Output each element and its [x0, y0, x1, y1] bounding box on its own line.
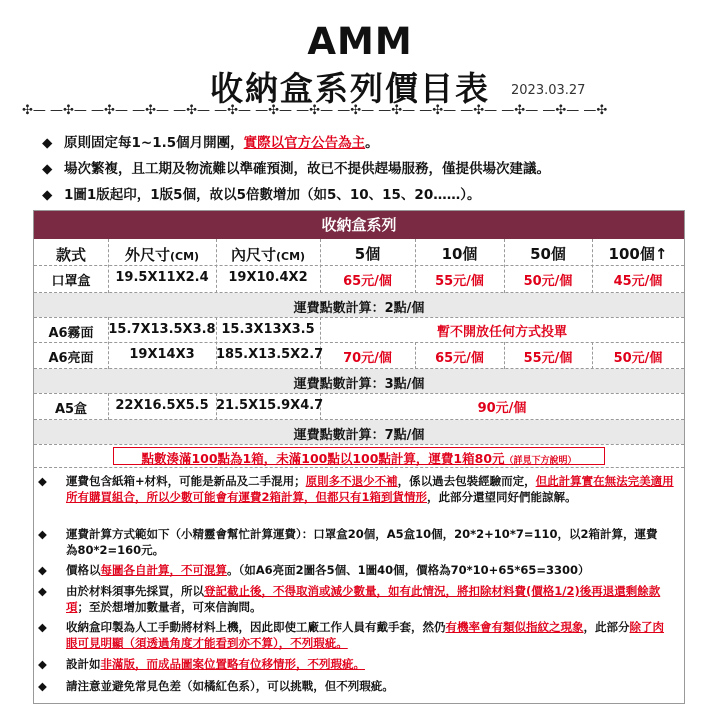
- shipping-points-1: 運費點數計算：2點/個: [293, 301, 425, 316]
- a6-gloss-price-5: 70元/個: [343, 351, 392, 366]
- header-qty-10: 10個: [441, 245, 478, 263]
- header-qty-100: 100個↑: [608, 245, 668, 263]
- intro-bullet-3: ◆ 1圖1版起印，1版5個，故以5倍數增加（如5、10、15、20……）。: [42, 187, 481, 203]
- diamond-bullet-icon: ◆: [38, 527, 47, 541]
- table-title: 收納盒系列: [34, 211, 684, 239]
- row-divider: [34, 419, 684, 420]
- a6-gloss-price-10: 65元/個: [435, 351, 484, 366]
- mask-inner: 19X10.4X2: [228, 270, 308, 285]
- header-outer-size: 外尺寸(CM): [124, 246, 200, 264]
- a6-gloss-price-100: 50元/個: [613, 351, 663, 366]
- row-divider: [34, 265, 684, 266]
- diamond-bullet-icon: ◆: [42, 187, 53, 203]
- row-divider: [34, 393, 684, 394]
- a6-matte-name: A6霧面: [48, 326, 94, 341]
- diamond-bullet-icon: ◆: [38, 563, 47, 577]
- diamond-bullet-icon: ◆: [38, 474, 47, 488]
- a6-gloss-outer: 19X14X3: [129, 347, 195, 362]
- row-divider: [34, 292, 684, 293]
- diamond-bullet-icon: ◆: [38, 620, 47, 634]
- row-divider: [34, 444, 684, 445]
- row-divider: [34, 317, 684, 318]
- box-rule: 點數湊滿100點為1箱，未滿100點以100點計算，運費1箱80元（詳見下方說明）: [141, 451, 577, 466]
- date-label: 2023.03.27: [511, 83, 586, 98]
- a5-inner: 21.5X15.9X4.7: [216, 398, 324, 413]
- row-divider: [34, 368, 684, 369]
- a6-matte-outer: 15.7X13.5X3.8: [108, 322, 216, 337]
- shipping-points-2: 運費點數計算：3點/個: [293, 377, 425, 392]
- row-divider: [34, 467, 684, 468]
- intro-bullet-1: ◆ 原則固定每1~1.5個月開團，實際以官方公告為主。: [42, 135, 379, 151]
- diamond-bullet-icon: ◆: [42, 135, 53, 151]
- diamond-bullet-icon: ◆: [38, 584, 47, 598]
- brand-title: AMM: [307, 20, 413, 63]
- header-style: 款式: [55, 246, 86, 264]
- a6-matte-inner: 15.3X13X3.5: [221, 322, 315, 337]
- mask-price-10: 55元/個: [435, 274, 484, 289]
- decorative-divider: ✣— —✣— —✣— —✣— —✣— —✣— —✣— —✣— —✣— —✣— —✣— —✣— —✣— —✣— —✣: [22, 103, 608, 118]
- a6-matte-status: 暫不開放任何方式投單: [436, 325, 567, 340]
- a6-gloss-name: A6亮面: [48, 351, 94, 366]
- row-divider: [34, 342, 684, 343]
- mask-price-100: 45元/個: [613, 274, 663, 289]
- page-title: 收納盒系列價目表: [210, 69, 490, 108]
- diamond-bullet-icon: ◆: [42, 161, 53, 177]
- a5-outer: 22X16.5X5.5: [115, 398, 209, 413]
- a5-name: A5盒: [54, 402, 88, 417]
- header-qty-50: 50個: [530, 245, 566, 263]
- shipping-points-3: 運費點數計算：7點/個: [293, 428, 425, 443]
- intro-bullet-2: ◆ 場次繁複，且工期及物流難以準確預測，故已不提供趕場服務，僅提供場次建議。: [42, 161, 550, 177]
- a5-price: 90元/個: [477, 401, 527, 416]
- mask-price-50: 50元/個: [523, 274, 573, 289]
- mask-name: 口罩盒: [51, 274, 91, 289]
- header-inner-size: 內尺寸(CM): [230, 246, 306, 264]
- mask-price-5: 65元/個: [343, 274, 392, 289]
- a6-gloss-inner: 185.X13.5X2.7: [216, 347, 324, 362]
- mask-outer: 19.5X11X2.4: [115, 270, 209, 285]
- diamond-bullet-icon: ◆: [38, 679, 47, 693]
- a6-gloss-price-50: 55元/個: [523, 351, 573, 366]
- header-qty-5: 5個: [354, 245, 381, 263]
- diamond-bullet-icon: ◆: [38, 657, 47, 671]
